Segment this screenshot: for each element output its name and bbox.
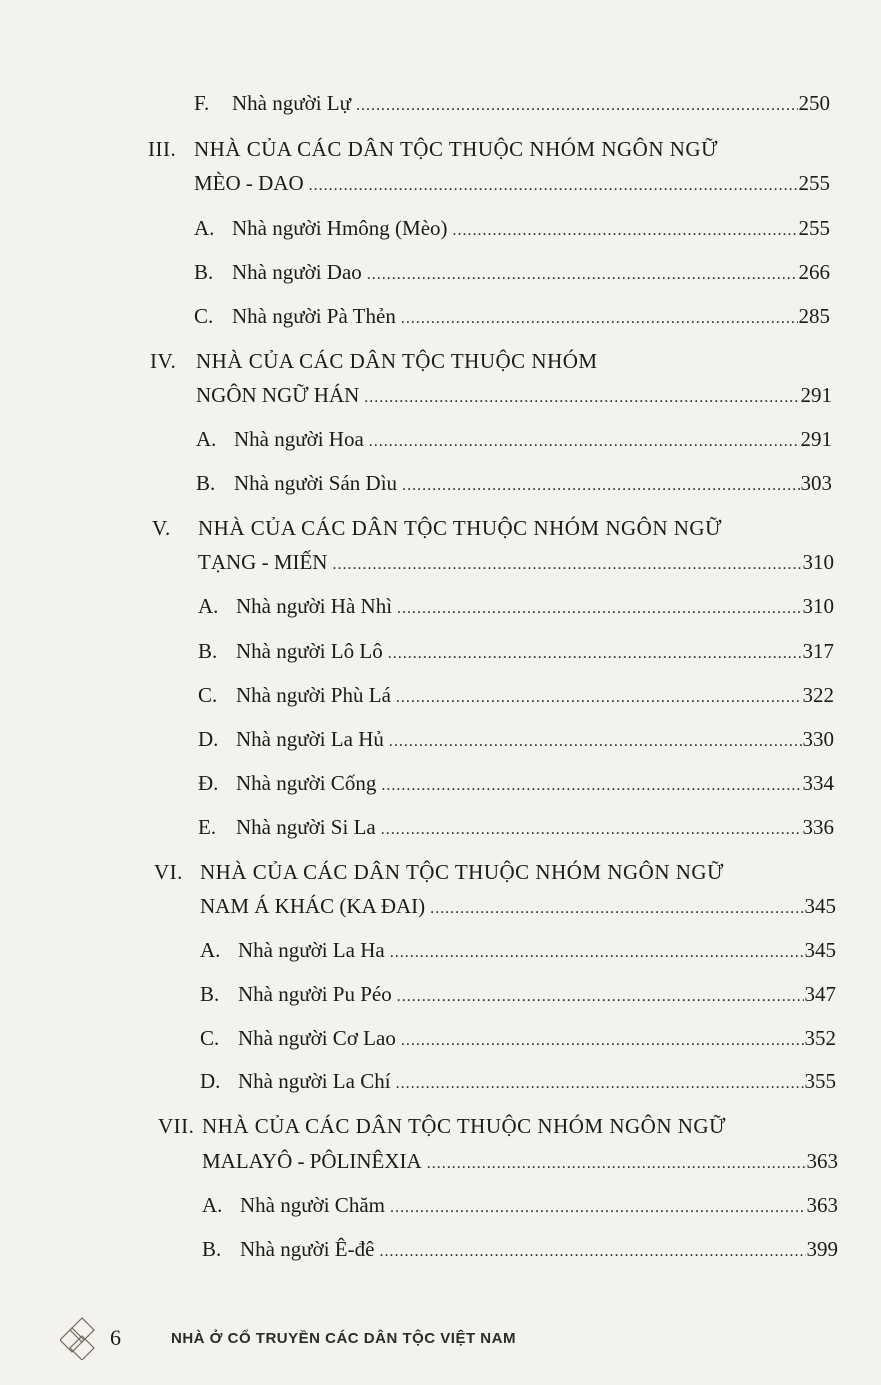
entry-page: 291 [800,383,832,407]
section-title: NHÀ CỦA CÁC DÂN TỘC THUỘC NHÓM NGÔN NGỮ [194,137,718,161]
page-footer [60,1316,516,1360]
section-title-cont: MÈO - DAO [194,171,304,195]
entry-number: A. [200,938,221,962]
entry-title: Nhà người Sán Dìu [234,471,398,495]
entry-title: Nhà người Cống [236,771,377,795]
section-title-cont: MALAYÔ - PÔLINÊXIA [202,1149,422,1173]
leader-dots [389,726,802,752]
toc-entry [200,893,836,919]
entry-page: 334 [802,771,834,795]
entry-number: Đ. [198,771,219,795]
entry-title: Nhà người La Ha [238,938,385,962]
toc-entry [198,549,834,575]
toc-entry [202,1236,838,1262]
entry-page: 255 [798,171,830,195]
leader-dots [388,638,802,664]
entry-number: A. [194,216,215,240]
leader-dots [430,893,803,919]
leader-dots [402,470,799,496]
toc-entry [200,1025,836,1051]
leader-dots [401,303,798,329]
entry-number: F. [194,91,210,115]
section-title-cont: NAM Á KHÁC (KA ĐAI) [200,894,426,918]
leader-dots [381,770,801,796]
entry-page: 363 [806,1149,838,1173]
leader-dots [332,549,801,575]
toc-entry [198,593,834,619]
entry-page: 336 [802,815,834,839]
running-title: NHÀ Ở CỔ TRUYỀN CÁC DÂN TỘC VIỆT NAM [171,1329,516,1347]
toc-entry [202,1148,838,1174]
section-number: VII. [158,1114,195,1138]
entry-page: 255 [798,216,830,240]
entry-title: Nhà người Pu Péo [238,982,392,1006]
leader-dots [381,814,802,840]
toc-entry [202,1192,838,1218]
entry-number: D. [198,727,219,751]
toc-entry [194,259,830,285]
entry-number: A. [196,427,217,451]
toc-entry [200,1068,836,1094]
leader-dots [390,1192,806,1218]
entry-number: E. [198,815,217,839]
leader-dots [401,1025,804,1051]
leader-dots [397,593,801,619]
entry-title: Nhà người Phù Lá [236,683,391,707]
toc-entry [196,382,832,408]
entry-page: 345 [804,938,836,962]
leader-dots [379,1236,805,1262]
section-number: IV. [150,349,177,373]
entry-title: Nhà người Hmông (Mèo) [232,216,448,240]
entry-page: 399 [806,1237,838,1261]
entry-title: Nhà người Chăm [240,1193,385,1217]
entry-number: C. [198,683,218,707]
leader-dots [396,682,802,708]
toc-entry [194,215,830,241]
entry-number: B. [198,639,218,663]
entry-page: 330 [802,727,834,751]
leader-dots [369,426,800,452]
toc-entry [194,303,830,329]
toc-entry [194,90,830,116]
entry-page: 285 [798,304,830,328]
entry-page: 345 [804,894,836,918]
entry-page: 266 [798,260,830,284]
toc-entry [196,470,832,496]
leader-dots [453,215,798,241]
section-title: NHÀ CỦA CÁC DÂN TỘC THUỘC NHÓM NGÔN NGỮ [200,860,724,884]
toc-entry [198,770,834,796]
leader-dots [309,170,798,196]
toc-entry [196,426,832,452]
section-title: NHÀ CỦA CÁC DÂN TỘC THUỘC NHÓM NGÔN NGỮ [198,516,722,540]
entry-title: Nhà người Lô Lô [236,639,383,663]
toc-entry [198,638,834,664]
section-title: NHÀ CỦA CÁC DÂN TỘC THUỘC NHÓM [196,349,598,373]
entry-title: Nhà người Lự [232,91,352,115]
entry-page: 363 [806,1193,838,1217]
entry-title: Nhà người Hoa [234,427,364,451]
entry-number: C. [200,1026,220,1050]
toc-section-heading [154,859,724,885]
entry-title: Nhà người Hà Nhì [236,594,393,618]
entry-page: 250 [798,91,830,115]
section-title-cont: TẠNG - MIẾN [198,550,328,574]
leader-dots [364,382,799,408]
toc-entry [194,170,830,196]
toc-entry [198,814,834,840]
entry-page: 303 [800,471,832,495]
entry-page: 347 [804,982,836,1006]
entry-title: Nhà người Cơ Lao [238,1026,396,1050]
entry-title: Nhà người Ê-đê [240,1237,375,1261]
section-number: V. [152,516,171,540]
entry-page: 322 [802,683,834,707]
toc-entry [198,726,834,752]
entry-page: 352 [804,1026,836,1050]
toc-section-heading [158,1113,726,1139]
entry-page: 310 [802,594,834,618]
toc-entry [200,981,836,1007]
entry-title: Nhà người La Chí [238,1069,391,1093]
diamond-ornament-icon [60,1316,104,1360]
leader-dots [427,1148,806,1174]
section-title: NHÀ CỦA CÁC DÂN TỘC THUỘC NHÓM NGÔN NGỮ [202,1114,726,1138]
entry-title: Nhà người Pà Thẻn [232,304,396,328]
entry-title: Nhà người Dao [232,260,362,284]
entry-page: 355 [804,1069,836,1093]
entry-page: 291 [800,427,832,451]
entry-number: B. [202,1237,222,1261]
entry-number: A. [202,1193,223,1217]
entry-number: B. [200,982,220,1006]
toc-entry [198,682,834,708]
entry-number: B. [196,471,216,495]
entry-page: 317 [802,639,834,663]
leader-dots [397,981,804,1007]
section-title-cont: NGÔN NGỮ HÁN [196,383,360,407]
entry-page: 310 [802,550,834,574]
leader-dots [396,1068,804,1094]
entry-number: B. [194,260,214,284]
entry-number: C. [194,304,214,328]
leader-dots [356,90,797,116]
toc-section-heading [150,348,598,374]
leader-dots [367,259,798,285]
section-number: III. [148,137,177,161]
toc-entry [200,937,836,963]
entry-title: Nhà người La Hủ [236,727,384,751]
page-number: 6 [110,1325,121,1350]
toc-section-heading [152,515,722,541]
section-number: VI. [154,860,183,884]
leader-dots [390,937,804,963]
toc-section-heading [148,136,718,162]
entry-number: A. [198,594,219,618]
entry-title: Nhà người Si La [236,815,376,839]
entry-number: D. [200,1069,221,1093]
